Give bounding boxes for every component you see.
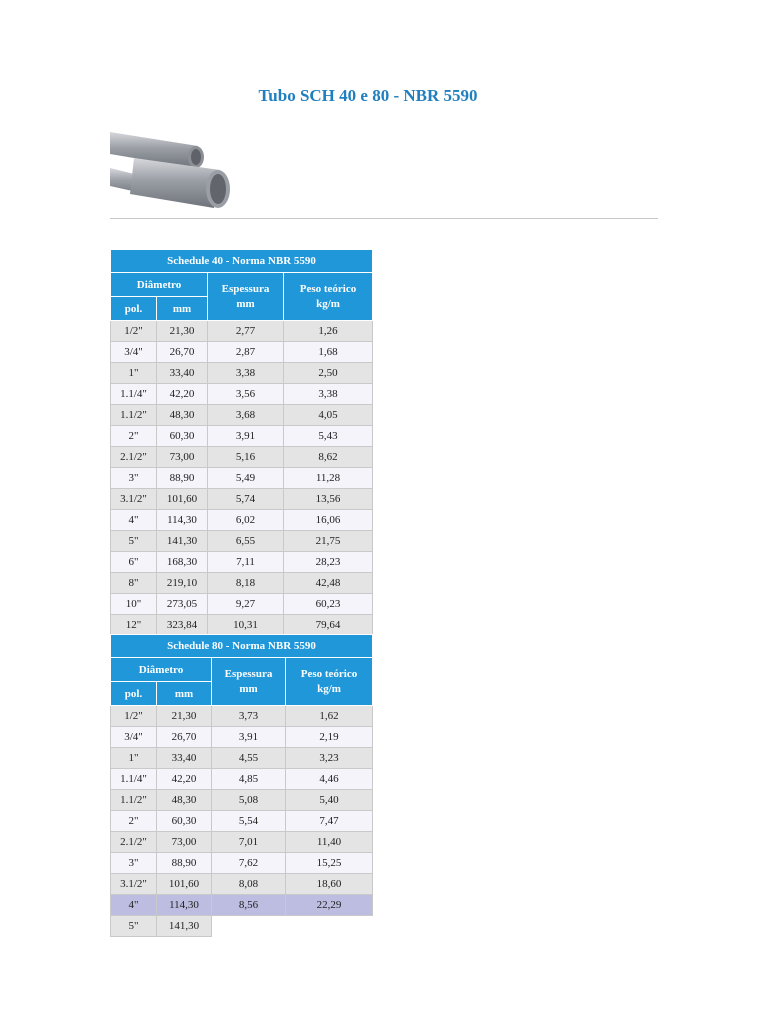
- cell-peso: 16,06: [284, 510, 373, 531]
- cell-espessura: 10,31: [208, 615, 284, 636]
- cell-espessura: 3,38: [208, 363, 284, 384]
- cell-mm: 73,00: [157, 832, 212, 853]
- cell-mm: 219,10: [157, 573, 208, 594]
- cell-mm: 88,90: [157, 853, 212, 874]
- table-row: [111, 552, 373, 573]
- cell-mm: 33,40: [157, 748, 212, 769]
- cell-espessura: 3,68: [208, 405, 284, 426]
- cell-mm: 42,20: [157, 769, 212, 790]
- cell-mm: 48,30: [157, 790, 212, 811]
- cell-peso: 4,46: [286, 769, 373, 790]
- table-row: [111, 895, 373, 916]
- table-row: [111, 321, 373, 342]
- cell-espessura: 8,18: [208, 573, 284, 594]
- cell-espessura: 2,77: [208, 321, 284, 342]
- cell-mm: 73,00: [157, 447, 208, 468]
- table-row: [111, 468, 373, 489]
- table-row: [111, 363, 373, 384]
- cell-mm: 101,60: [157, 874, 212, 895]
- cell-pol: 2": [111, 811, 157, 832]
- cell-peso: 21,75: [284, 531, 373, 552]
- table-caption: Schedule 80 - Norma NBR 5590: [111, 635, 373, 658]
- table-row: [111, 853, 373, 874]
- table-row: [111, 811, 373, 832]
- table-row: [111, 615, 373, 636]
- table-row: [111, 342, 373, 363]
- cell-pol: 2.1/2": [111, 832, 157, 853]
- cell-mm: 168,30: [157, 552, 208, 573]
- cell-peso: 11,28: [284, 468, 373, 489]
- cell-peso: 5,43: [284, 426, 373, 447]
- cell-pol: 1/2": [111, 706, 157, 727]
- table-row: [111, 489, 373, 510]
- cell-mm: 48,30: [157, 405, 208, 426]
- cell-pol: 8": [111, 573, 157, 594]
- table-row: [111, 790, 373, 811]
- cell-peso: 1,26: [284, 321, 373, 342]
- steel-pipes-image: [110, 128, 236, 210]
- table-row: [111, 573, 373, 594]
- cell-peso: 15,25: [286, 853, 373, 874]
- cell-mm: 21,30: [157, 321, 208, 342]
- cell-mm: 273,05: [157, 594, 208, 615]
- cell-peso: 3,38: [284, 384, 373, 405]
- cell-espessura: 7,11: [208, 552, 284, 573]
- cell-espessura: 7,01: [212, 832, 286, 853]
- table-row: [111, 447, 373, 468]
- cell-pol: 3/4": [111, 727, 157, 748]
- cell-espessura: 3,91: [212, 727, 286, 748]
- cell-espessura: 5,16: [208, 447, 284, 468]
- header-peso: Peso teórico kg/m: [284, 273, 373, 321]
- cell-pol: 1/2": [111, 321, 157, 342]
- cell-peso: 18,60: [286, 874, 373, 895]
- cell-peso: 13,56: [284, 489, 373, 510]
- table-row: [111, 916, 373, 937]
- header-pol: pol.: [111, 297, 157, 321]
- cell-peso: 8,62: [284, 447, 373, 468]
- cell-peso: 28,23: [284, 552, 373, 573]
- cell-espessura: 9,27: [208, 594, 284, 615]
- cell-espessura: 8,08: [212, 874, 286, 895]
- cell-peso: 79,64: [284, 615, 373, 636]
- cell-peso: 4,05: [284, 405, 373, 426]
- cell-peso: [286, 916, 373, 937]
- table-row: [111, 594, 373, 615]
- cell-pol: 3.1/2": [111, 874, 157, 895]
- cell-espessura: 2,87: [208, 342, 284, 363]
- cell-espessura: 3,73: [212, 706, 286, 727]
- header-pol: pol.: [111, 682, 157, 706]
- cell-espessura: 4,55: [212, 748, 286, 769]
- cell-mm: 21,30: [157, 706, 212, 727]
- table-row: [111, 727, 373, 748]
- table-row: [111, 384, 373, 405]
- cell-espessura: [212, 916, 286, 937]
- header-diametro: Diâmetro: [111, 273, 208, 297]
- divider: [110, 218, 658, 219]
- schedule-40-table: [110, 249, 373, 636]
- cell-pol: 6": [111, 552, 157, 573]
- cell-peso: 22,29: [286, 895, 373, 916]
- cell-espessura: 5,54: [212, 811, 286, 832]
- cell-espessura: 6,55: [208, 531, 284, 552]
- table-row: [111, 510, 373, 531]
- cell-mm: 26,70: [157, 342, 208, 363]
- cell-peso: 2,19: [286, 727, 373, 748]
- cell-peso: 3,23: [286, 748, 373, 769]
- table-caption: Schedule 40 - Norma NBR 5590: [111, 250, 373, 273]
- schedule-80-table: [110, 634, 373, 937]
- table-row: [111, 748, 373, 769]
- cell-mm: 141,30: [157, 531, 208, 552]
- page-title: Tubo SCH 40 e 80 - NBR 5590: [258, 86, 478, 105]
- cell-pol: 2": [111, 426, 157, 447]
- table-row: [111, 531, 373, 552]
- cell-peso: 11,40: [286, 832, 373, 853]
- cell-pol: 3": [111, 853, 157, 874]
- cell-pol: 5": [111, 531, 157, 552]
- cell-espessura: 5,08: [212, 790, 286, 811]
- cell-peso: 2,50: [284, 363, 373, 384]
- cell-pol: 10": [111, 594, 157, 615]
- cell-pol: 3.1/2": [111, 489, 157, 510]
- cell-pol: 3": [111, 468, 157, 489]
- cell-pol: 1.1/2": [111, 790, 157, 811]
- cell-mm: 88,90: [157, 468, 208, 489]
- header-mm: mm: [157, 682, 212, 706]
- cell-mm: 114,30: [157, 895, 212, 916]
- cell-pol: 1.1/2": [111, 405, 157, 426]
- cell-pol: 5": [111, 916, 157, 937]
- table-row: [111, 426, 373, 447]
- cell-espessura: 3,56: [208, 384, 284, 405]
- cell-peso: 7,47: [286, 811, 373, 832]
- cell-peso: 1,68: [284, 342, 373, 363]
- cell-espessura: 7,62: [212, 853, 286, 874]
- cell-pol: 2.1/2": [111, 447, 157, 468]
- cell-peso: 60,23: [284, 594, 373, 615]
- cell-pol: 4": [111, 510, 157, 531]
- cell-espessura: 8,56: [212, 895, 286, 916]
- cell-pol: 3/4": [111, 342, 157, 363]
- cell-mm: 60,30: [157, 811, 212, 832]
- table-row: [111, 769, 373, 790]
- header-mm: mm: [157, 297, 208, 321]
- cell-mm: 60,30: [157, 426, 208, 447]
- cell-mm: 141,30: [157, 916, 212, 937]
- cell-pol: 1": [111, 748, 157, 769]
- cell-pol: 1": [111, 363, 157, 384]
- cell-pol: 4": [111, 895, 157, 916]
- header-peso: Peso teórico kg/m: [286, 658, 373, 706]
- cell-mm: 114,30: [157, 510, 208, 531]
- header-espessura: Espessura mm: [212, 658, 286, 706]
- cell-mm: 26,70: [157, 727, 212, 748]
- cell-peso: 42,48: [284, 573, 373, 594]
- header-diametro: Diâmetro: [111, 658, 212, 682]
- cell-espessura: 5,49: [208, 468, 284, 489]
- cell-pol: 1.1/4": [111, 384, 157, 405]
- cell-peso: 1,62: [286, 706, 373, 727]
- cell-mm: 42,20: [157, 384, 208, 405]
- table-row: [111, 874, 373, 895]
- cell-pol: 1.1/4": [111, 769, 157, 790]
- header-espessura: Espessura mm: [208, 273, 284, 321]
- cell-pol: 12": [111, 615, 157, 636]
- cell-espessura: 4,85: [212, 769, 286, 790]
- cell-mm: 323,84: [157, 615, 208, 636]
- cell-mm: 101,60: [157, 489, 208, 510]
- cell-peso: 5,40: [286, 790, 373, 811]
- table-row: [111, 832, 373, 853]
- table-row: [111, 706, 373, 727]
- cell-espessura: 3,91: [208, 426, 284, 447]
- table-row: [111, 405, 373, 426]
- cell-espessura: 6,02: [208, 510, 284, 531]
- cell-mm: 33,40: [157, 363, 208, 384]
- cell-espessura: 5,74: [208, 489, 284, 510]
